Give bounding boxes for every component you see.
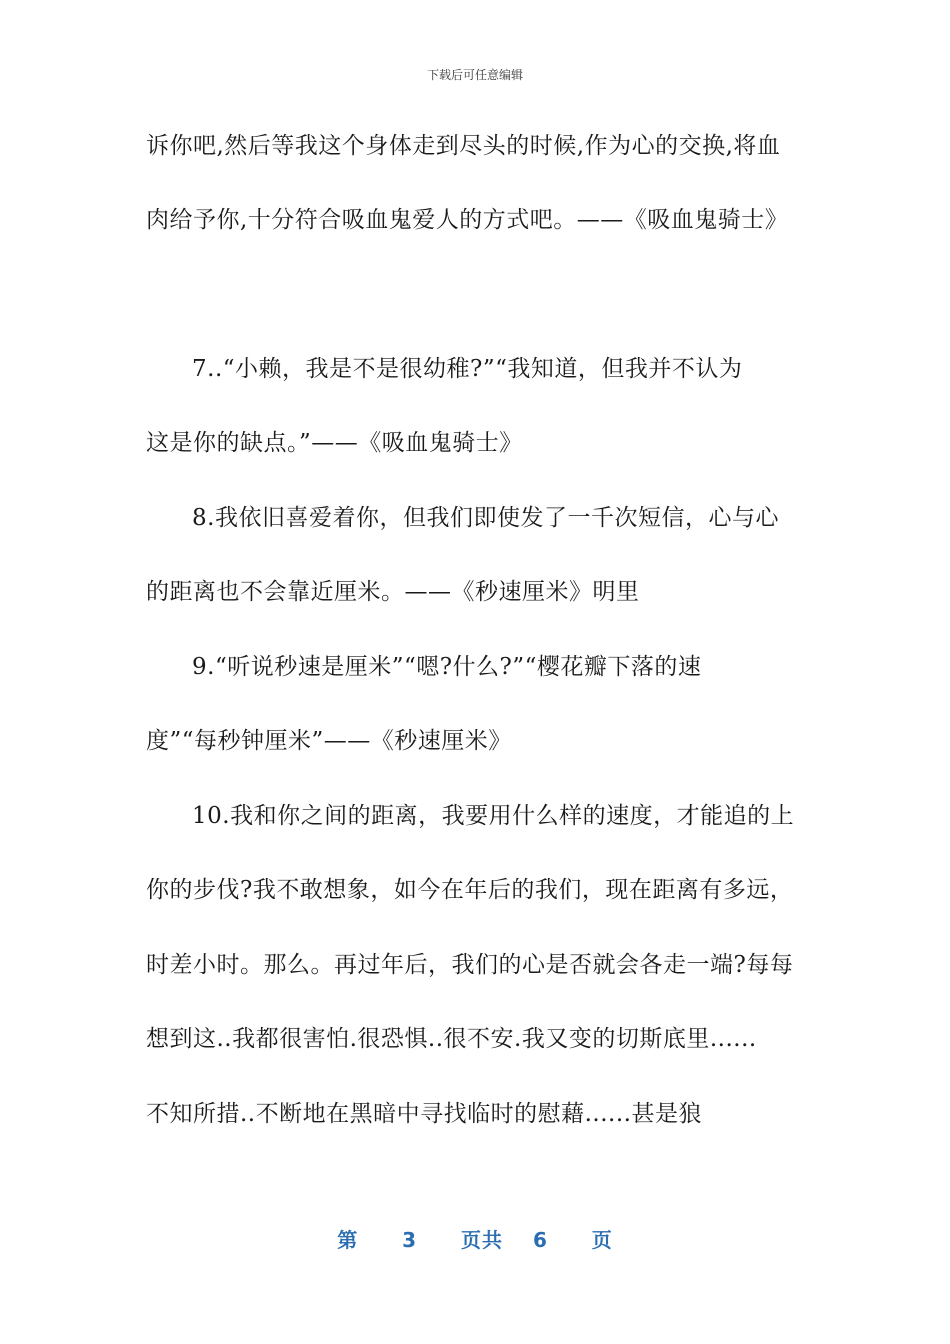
text-line: 9.“听说秒速是厘米”“嗯?什么?”“樱花瓣下落的速 <box>192 654 702 680</box>
header-note: 下载后可任意编辑 <box>426 68 523 82</box>
text-line: 你的步伐?我不敢想象，如今在年后的我们，现在距离有多远， <box>146 877 794 903</box>
text-line: 诉你吧,然后等我这个身体走到尽头的时候,作为心的交换,将血 <box>146 133 781 159</box>
page-current: 3 <box>402 1228 418 1252</box>
text-line: 度”“每秒钟厘米”——《秒速厘米》 <box>146 728 512 754</box>
text-line: 这是你的缺点。”——《吸血鬼骑士》 <box>146 430 523 456</box>
text-line: 的距离也不会靠近厘米。——《秒速厘米》明里 <box>146 579 640 605</box>
text-line: 不知所措..不断地在黑暗中寻找临时的慰藉......甚是狼 <box>146 1101 702 1127</box>
text-line: 时差小时。那么。再过年后，我们的心是否就会各走一端?每每 <box>146 952 794 978</box>
page-total-word: 页共 <box>461 1228 503 1252</box>
page-end-word: 页 <box>591 1228 613 1252</box>
text-line: 10.我和你之间的距离，我要用什么样的速度，才能追的上 <box>192 803 795 829</box>
text-line: 想到这..我都很害怕.很恐惧..很不安.我又变的切斯底里...... <box>146 1026 757 1052</box>
page-footer <box>0 1224 950 1253</box>
text-line: 7..“小赖，我是不是很幼稚?”“我知道，但我并不认为 <box>192 356 743 382</box>
page-word: 第 <box>337 1228 359 1252</box>
text-line: 8.我依旧喜爱着你，但我们即使发了一千次短信，心与心 <box>192 505 779 531</box>
text-line: 肉给予你,十分符合吸血鬼爱人的方式吧。——《吸血鬼骑士》 <box>146 207 789 233</box>
page-total: 6 <box>532 1228 548 1252</box>
